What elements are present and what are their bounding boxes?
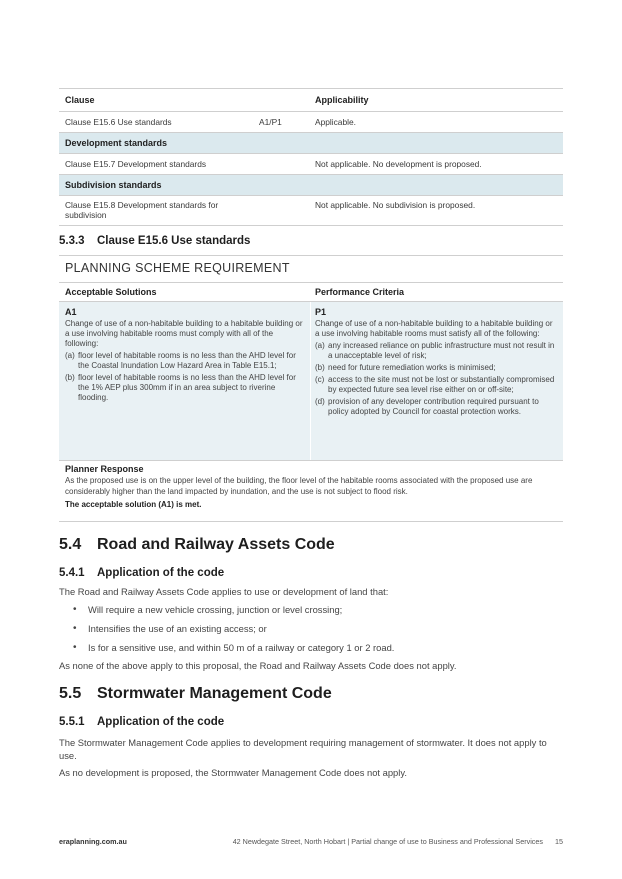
list-item — [65, 351, 304, 371]
applicability-cell: Not applicable. No development is proposed. — [315, 159, 482, 169]
section-heading-5-3-3 — [59, 235, 250, 247]
clause-cell: Clause E15.8 Development standards for subdivision — [65, 200, 219, 220]
clause-cell: Clause E15.6 Use standards — [65, 117, 172, 127]
table-row — [59, 196, 563, 226]
section-heading-5-5 — [59, 685, 332, 703]
applicability-table — [59, 88, 563, 226]
code-cell: A1/P1 — [259, 117, 282, 127]
footer-address: 42 Newdegate Street, North Hobart | Partial change of use to Business and Professional Services — [232, 837, 543, 846]
list-text: access to the site must not be lost or substantially compromised by expected future sea level rise either on or off-site; — [328, 375, 555, 394]
planner-response-outcome: The acceptable solution (A1) is met. — [65, 500, 202, 509]
section-title: Road and Railway Assets Code — [97, 536, 335, 553]
section-heading-5-4-1 — [59, 567, 224, 579]
performance-intro: Change of use of a non-habitable building to a habitable building or a use involving habitable rooms must satisfy all of the following: — [315, 319, 553, 338]
requirement-table-header — [59, 282, 563, 302]
clause-header: Clause — [65, 95, 95, 105]
section-heading-5-4 — [59, 536, 335, 554]
list-marker: (c) — [315, 375, 325, 384]
footer-site: eraplanning.com.au — [59, 837, 127, 846]
section-row — [59, 133, 563, 154]
performance-criteria-cell — [311, 302, 563, 460]
planner-response-heading: Planner Response — [65, 464, 144, 474]
bullet-item — [73, 604, 342, 615]
list-text: need for future remediation works is minimised; — [328, 363, 496, 372]
planner-response — [59, 460, 563, 522]
requirement-table-body — [59, 302, 563, 461]
section-number: 5.5.1 — [59, 716, 85, 728]
section-number: 5.3.3 — [59, 235, 85, 247]
acceptable-intro: Change of use of a non-habitable building to a habitable building or a use involving habitable rooms must comply with all of the following: — [65, 319, 303, 348]
section-heading-5-5-1 — [59, 716, 224, 728]
list-marker: (d) — [315, 397, 325, 406]
section-title: Application of the code — [97, 716, 225, 728]
list-text: floor level of habitable rooms is no less than the AHD level for the Coastal Inundation Low Hazard Area in Table E15.1; — [78, 351, 296, 370]
bullet-dot-icon: • — [73, 604, 77, 615]
acceptable-code: A1 — [65, 307, 77, 317]
paragraph: The Road and Railway Assets Code applies to use or development of land that: — [59, 586, 389, 597]
bullet-item — [73, 623, 267, 634]
acceptable-solutions-header: Acceptable Solutions — [65, 287, 157, 297]
page-footer — [59, 837, 563, 846]
planning-scheme-requirement-title: PLANNING SCHEME REQUIREMENT — [59, 255, 563, 283]
applicability-cell: Not applicable. No subdivision is proposed. — [315, 200, 476, 210]
section-number: 5.4 — [59, 536, 82, 553]
clause-cell: Clause E15.7 Development standards — [65, 159, 207, 169]
list-item — [315, 397, 559, 417]
list-item — [315, 363, 559, 373]
section-label: Development standards — [65, 138, 168, 148]
list-item — [65, 373, 304, 403]
bullet-text: Is for a sensitive use, and within 50 m of a railway or category 1 or 2 road. — [88, 642, 395, 653]
table-row — [59, 154, 563, 175]
list-marker: (a) — [315, 341, 325, 350]
table-row — [59, 112, 563, 133]
section-title: Clause E15.6 Use standards — [97, 235, 251, 247]
paragraph: As none of the above apply to this proposal, the Road and Railway Assets Code does not apply. — [59, 660, 457, 671]
paragraph: The Stormwater Management Code applies to development requiring management of stormwater. It does not apply to use. — [59, 737, 547, 761]
page-number: 15 — [555, 837, 563, 846]
performance-code: P1 — [315, 307, 327, 317]
section-label: Subdivision standards — [65, 180, 162, 190]
list-marker: (b) — [315, 363, 325, 372]
list-marker: (a) — [65, 351, 75, 360]
list-marker: (b) — [65, 373, 75, 382]
performance-criteria-header: Performance Criteria — [315, 287, 405, 297]
table-header-row — [59, 88, 563, 112]
section-title: Stormwater Management Code — [97, 685, 332, 702]
bullet-dot-icon: • — [73, 623, 77, 634]
list-item — [315, 341, 559, 361]
section-row — [59, 175, 563, 196]
list-text: provision of any developer contribution required pursuant to policy adopted by Council for coastal protection works. — [328, 397, 539, 416]
bullet-text: Will require a new vehicle crossing, junction or level crossing; — [88, 604, 343, 615]
list-text: any increased reliance on public infrastructure must not result in a unacceptable level of risk; — [328, 341, 555, 360]
bullet-item — [73, 642, 394, 653]
applicability-header: Applicability — [315, 95, 369, 105]
applicability-cell: Applicable. — [315, 117, 356, 127]
list-text: floor level of habitable rooms is no less than the AHD level for the 1% AEP plus 300mm if in an area subject to riverine flooding. — [78, 373, 296, 402]
bullet-dot-icon: • — [73, 642, 77, 653]
requirement-table — [59, 282, 563, 461]
planner-response-body: As the proposed use is on the upper level of the building, the floor level of the habitable rooms associated with the proposed use are considerably higher than the land impacted by inundation, and the use is not subject to flood risk. — [65, 476, 533, 496]
section-number: 5.4.1 — [59, 567, 85, 579]
acceptable-solution-cell — [59, 302, 311, 460]
list-item — [315, 375, 559, 395]
section-title: Application of the code — [97, 567, 225, 579]
paragraph: As no development is proposed, the Stormwater Management Code does not apply. — [59, 767, 407, 778]
bullet-text: Intensifies the use of an existing access; or — [88, 623, 267, 634]
section-number: 5.5 — [59, 685, 82, 702]
